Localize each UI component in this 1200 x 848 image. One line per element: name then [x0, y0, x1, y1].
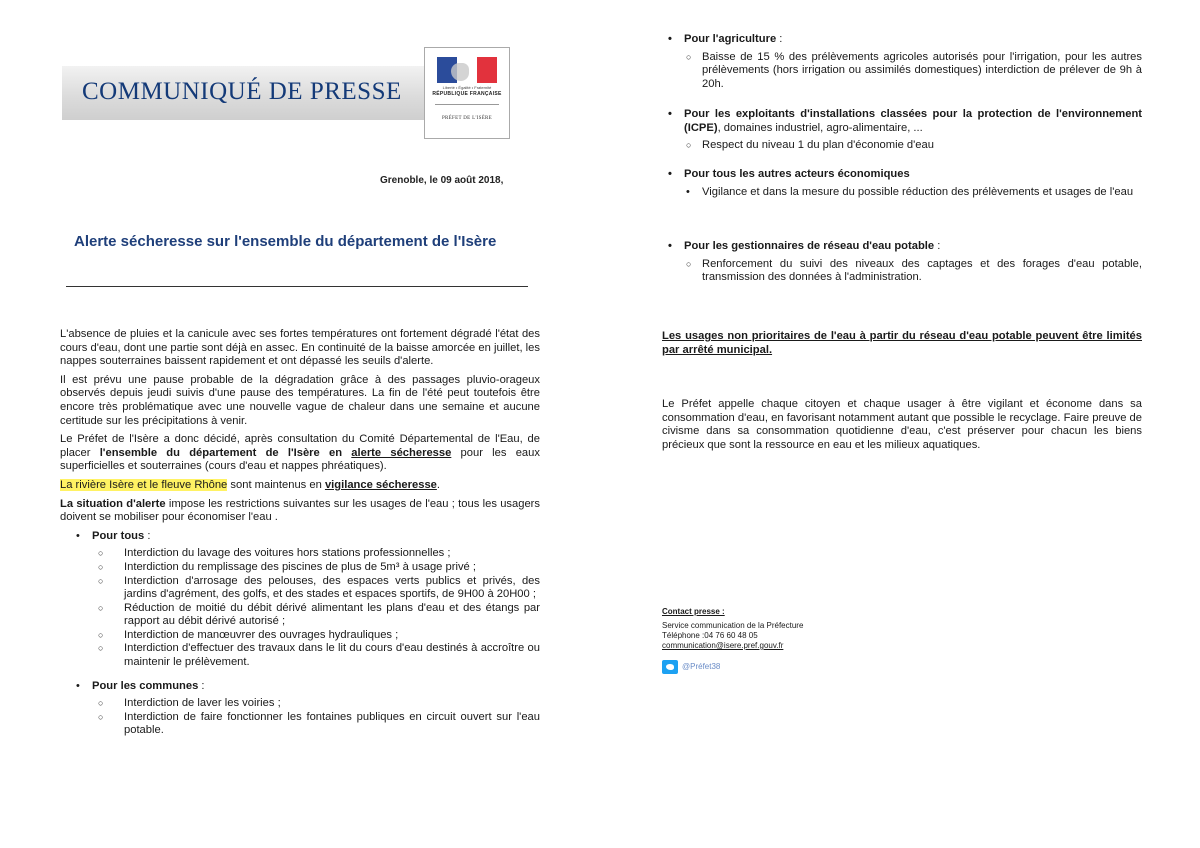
- circle-bullet-icon: ○: [98, 602, 104, 613]
- restrictions-intro-text: impose les restrictions suivantes sur les usages de l'eau ; tous les usagers doivent se mobiliser pour économiser l'eau .: [60, 497, 540, 524]
- pour-tous-section: [60, 530, 540, 670]
- decision-target: pour les eaux superficielles et souterraines (cours d'eau et nappes phréatiques).: [60, 446, 540, 473]
- decision-text: Le Préfet de l'Isère a donc décidé, après consultation du Comité Départemental de l'Eau, de placer: [60, 433, 540, 459]
- gestionnaires-label: Pour les gestionnaires de réseau d'eau potable: [684, 240, 935, 252]
- closing-paragraph: Le Préfet appelle chaque citoyen et chaque usager à être vigilant et économe dans sa consommation d'eau, en favorisant notamment autant que possible le recyclage. Faire preuve de civisme dans sa consommation quotidienne d'eau, c'est préserver pour chacun les biens précieux que sont la ressource en eau et les milieux aquatiques.: [662, 398, 1142, 451]
- twitter-icon: [662, 660, 678, 674]
- pour-communes-label: Pour les communes: [92, 679, 199, 692]
- list-item: [662, 139, 1142, 153]
- list-item: [92, 561, 540, 575]
- agriculture-label: Pour l'agriculture: [684, 33, 777, 45]
- alert-situation-label: La situation d'alerte: [60, 497, 166, 510]
- list-item-text: Interdiction du lavage des voitures hors stations professionnelles ;: [124, 547, 451, 560]
- paragraph-restrictions-intro: [60, 498, 540, 525]
- circle-bullet-icon: ○: [686, 51, 692, 62]
- list-item-text: Interdiction de laver les voiries ;: [124, 697, 281, 710]
- marianne-logo: [424, 47, 510, 139]
- list-item-text: Interdiction de manœuvrer des ouvrages hydrauliques ;: [124, 628, 399, 641]
- list-item: [92, 697, 540, 711]
- pour-tous-label: Pour tous: [92, 529, 145, 542]
- icpe-section: [662, 108, 1142, 153]
- icpe-label: Pour les exploitants d'installations classées pour la protection de l'environnement (ICPE): [684, 108, 1142, 134]
- list-item-text: Interdiction d'arrosage des pelouses, des espaces verts publics et privés, des jardins d'agrément, des golfs, et des stades et espaces sportifs, de 9H00 à 20H00 ;: [124, 574, 540, 601]
- list-item: [92, 629, 540, 643]
- circle-bullet-icon: ○: [686, 258, 692, 269]
- bullet-icon: •: [668, 108, 672, 120]
- circle-bullet-icon: ○: [98, 561, 104, 572]
- acteurs-section: [662, 168, 1142, 199]
- pour-communes-section: [60, 680, 540, 738]
- logo-divider: [435, 104, 499, 105]
- list-item-text: Vigilance et dans la mesure du possible réduction des prélèvements et usages de l'eau: [702, 185, 1134, 198]
- list-item: [662, 258, 1142, 285]
- usages-note: Les usages non prioritaires de l'eau à partir du réseau d'eau potable peuvent être limités par arrêté municipal.: [662, 330, 1142, 356]
- list-item: [662, 51, 1142, 92]
- agriculture-suffix: :: [776, 33, 783, 45]
- icpe-heading: [662, 108, 1142, 135]
- twitter-handle: @Préfet38: [682, 662, 721, 672]
- release-date: Grenoble, le 09 août 2018,: [380, 175, 504, 186]
- vigilance-level: vigilance sécheresse: [324, 478, 437, 491]
- gestionnaires-suffix: :: [934, 240, 941, 252]
- paragraph-vigilance: [60, 479, 540, 493]
- left-column: [60, 328, 540, 744]
- title-divider: [66, 286, 528, 287]
- list-item-text: Renforcement du suivi des niveaux des captages et des forages d'eau potable, transmission des données à l'administration.: [702, 257, 1142, 284]
- list-item: [92, 642, 540, 669]
- list-item-text: Interdiction du remplissage des piscines de plus de 5m³ à usage privé ;: [124, 560, 476, 573]
- bullet-icon: •: [76, 529, 80, 542]
- decision-scope: l'ensemble du département de l'Isère en: [99, 446, 352, 459]
- bullet-icon: •: [668, 33, 672, 45]
- bullet-icon: •: [668, 168, 672, 180]
- logo-prefet: PRÉFET DE L'ISÈRE: [441, 116, 493, 121]
- list-item-text: Interdiction de faire fonctionner les fontaines publiques en circuit ouvert sur l'eau potable.: [124, 710, 540, 737]
- restrictions-list: [60, 530, 540, 738]
- contact-service: Service communication de la Préfecture: [662, 621, 804, 630]
- icpe-domains: , domaines industriel, agro-alimentaire, ...: [717, 121, 923, 134]
- circle-bullet-icon: ○: [98, 711, 104, 722]
- list-item: [92, 547, 540, 561]
- acteurs-label: Pour tous les autres acteurs économiques: [684, 168, 910, 180]
- document-title: Alerte sécheresse sur l'ensemble du département de l'Isère: [74, 233, 497, 250]
- list-item-text: Respect du niveau 1 du plan d'économie d'eau: [702, 139, 934, 152]
- tricolor-flag-icon: [437, 57, 497, 83]
- list-item-text: Interdiction d'effectuer des travaux dans le lit du cours d'eau destinés à accroître ou maintenir le prélèvement.: [124, 642, 540, 669]
- decision-alert-level: alerte sécheresse: [351, 446, 452, 459]
- list-item-text: Réduction de moitié du débit dérivé alimentant les plans d'eau et des étangs par rapport au débit dérivé autorisé ;: [124, 601, 540, 628]
- bullet-icon: •: [668, 240, 672, 252]
- agriculture-heading: [662, 33, 1142, 47]
- vigilance-end: .: [436, 478, 440, 491]
- pour-communes-items: [92, 697, 540, 738]
- list-item: [92, 575, 540, 602]
- vigilance-text: sont maintenus en: [227, 478, 325, 491]
- contact-phone: Téléphone :04 76 60 48 05: [662, 631, 758, 640]
- paragraph-situation: L'absence de pluies et la canicule avec ses fortes températures ont fortement dégradé l'état des cours d'eau, dont une partie sont déjà en assec. En continuité de la baisse amorcée en juillet, les nappes souterraines baissent rapidement et ont dépassé les seuils d'alerte.: [60, 328, 540, 368]
- gestionnaires-heading: [662, 240, 1142, 254]
- header-banner: [62, 66, 424, 120]
- list-item: [662, 186, 1142, 200]
- agriculture-section: [662, 33, 1142, 91]
- pour-communes-suffix: :: [198, 679, 205, 692]
- paragraph-forecast: Il est prévu une pause probable de la dégradation grâce à des passages pluvio-orageux observés depuis jeudi suivis d'une pause des températures. La fin de l'été peut toutefois être encore très problématique avec une nouvelle vague de chaleur dans une semaine et aucune certitude sur les précipitations à venir.: [60, 373, 540, 427]
- circle-bullet-icon: ○: [98, 643, 104, 654]
- vigilance-rivers: La rivière Isère et le fleuve Rhône: [60, 478, 228, 491]
- circle-bullet-icon: ○: [98, 575, 104, 586]
- twitter-block[interactable]: [662, 658, 720, 676]
- circle-bullet-icon: ○: [98, 698, 104, 709]
- contact-email-link[interactable]: communication@isere.pref.gouv.fr: [662, 641, 784, 650]
- banner-title: COMMUNIQUÉ DE PRESSE: [82, 78, 402, 105]
- logo-motto: Liberté • Égalité • Fraternité: [442, 85, 492, 90]
- contact-heading: Contact presse :: [662, 607, 725, 616]
- gestionnaires-section: [662, 240, 1142, 285]
- list-item: [92, 602, 540, 629]
- circle-bullet-icon: ○: [98, 548, 104, 559]
- circle-bullet-icon: ○: [686, 140, 692, 151]
- list-item: [92, 711, 540, 738]
- logo-republique: RÉPUBLIQUE FRANÇAISE: [432, 91, 502, 97]
- acteurs-heading: [662, 168, 1142, 182]
- pour-tous-suffix: :: [144, 529, 151, 542]
- bullet-icon: •: [76, 679, 80, 692]
- contact-block: [662, 607, 803, 651]
- bullet-icon: •: [686, 185, 690, 198]
- list-item-text: Baisse de 15 % des prélèvements agricoles autorisés pour l'irrigation, pour les autres prélèvements (hors irrigation ou assimilés domestiques) interdiction de prélever de 9h à 20h.: [702, 50, 1142, 90]
- paragraph-decision: [60, 433, 540, 474]
- circle-bullet-icon: ○: [98, 629, 104, 640]
- pour-tous-items: [92, 547, 540, 669]
